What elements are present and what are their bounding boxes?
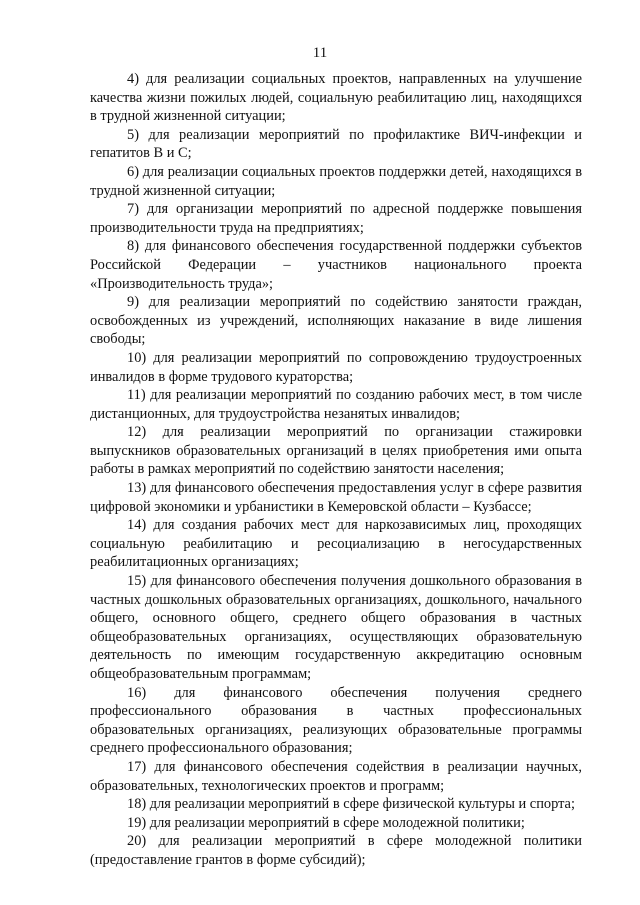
list-item-13: 13) для финансового обеспечения предоставления услуг в сфере развития цифровой экономики и урбанистики в Кемеровской области – Кузбассе; — [90, 480, 582, 515]
list-item-9: 9) для реализации мероприятий по содействию занятости граждан, освобожденных из учреждений, исполняющих наказание в виде лишения свободы; — [90, 294, 582, 348]
list-item-11: 11) для реализации мероприятий по созданию рабочих мест, в том числе дистанционных, для трудоустройства незанятых инвалидов; — [90, 387, 582, 422]
list-item-20: 20) для реализации мероприятий в сфере молодежной политики (предоставление грантов в форме субсидий); — [90, 833, 582, 868]
list-item-7: 7) для организации мероприятий по адресной поддержке повышения производительности труда на предприятиях; — [90, 201, 582, 236]
list-item-8: 8) для финансового обеспечения государственной поддержки субъектов Российской Федерации – участников национального проекта «Производительность труда»; — [90, 238, 582, 292]
list-item-10: 10) для реализации мероприятий по сопровождению трудоустроенных инвалидов в форме трудового кураторства; — [90, 349, 582, 385]
page-number: 11 — [312, 45, 328, 61]
list-item-5: 5) для реализации мероприятий по профилактике ВИЧ-инфекции и гепатитов В и С; — [90, 126, 582, 162]
list-item-6: 6) для реализации социальных проектов поддержки детей, находящихся в трудной жизненной ситуации; — [90, 163, 582, 199]
document-body — [90, 70, 582, 870]
list-item-18: 18) для реализации мероприятий в сфере физической культуры и спорта; — [127, 796, 575, 813]
list-item-17: 17) для финансового обеспечения содействия в реализации научных, образовательных, технологических проектов и программ; — [90, 758, 582, 794]
list-item-12: 12) для реализации мероприятий по организации стажировки выпускников образовательных организаций в целях приобретения ими опыта работы в рамках мероприятий по содействию занятости населения; — [90, 424, 582, 478]
list-item-19: 19) для реализации мероприятий в сфере молодежной политики; — [127, 814, 525, 831]
list-item-14: 14) для создания рабочих мест для наркозависимых лиц, проходящих социальную реабилитацию и ресоциализацию в негосударственных реабилитационных организациях; — [90, 517, 582, 571]
list-item-4: 4) для реализации социальных проектов, направленных на улучшение качества жизни пожилых людей, социальную реабилитацию лиц, находящихся в трудной жизненной ситуации; — [90, 71, 582, 125]
list-item-16: 16) для финансового обеспечения получения среднего профессионального образования в частных профессиональных образовательных организациях, реализующих образовательные программы среднего профессионального образования; — [90, 684, 582, 757]
list-item-15: 15) для финансового обеспечения получения дошкольного образования в частных дошкольных образовательных организациях, дошкольного, начального общего, основного общего, среднего общего образования в частных общеобразовательных организациях, осуществляющих образовательную деятельность по имеющим государственную аккредитацию основным общеобразовательным программам; — [90, 573, 582, 682]
